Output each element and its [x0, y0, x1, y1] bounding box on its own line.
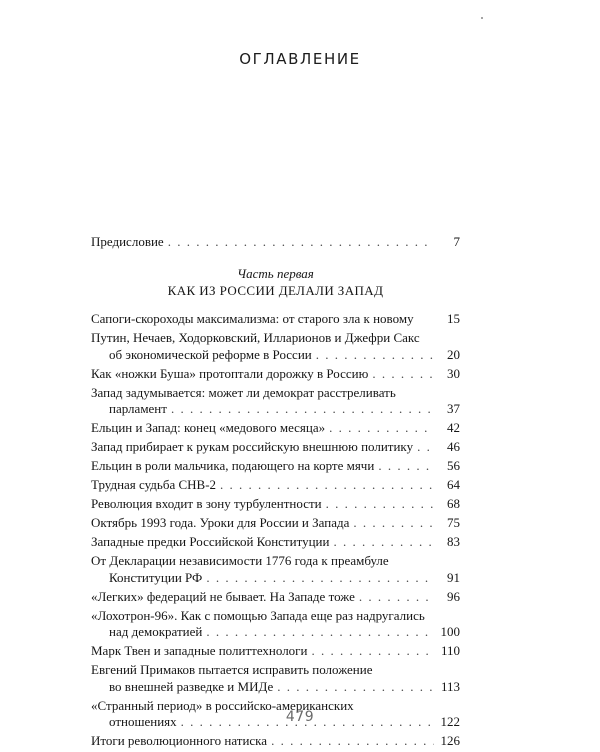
toc-entry: [91, 608, 460, 641]
toc-entry-page: 83: [447, 534, 460, 549]
toc-entry-title: Западные предки Российской Конституции: [91, 534, 330, 549]
toc-entry-page: 96: [447, 588, 460, 604]
toc-entry: [91, 234, 460, 251]
part-heading: [91, 266, 460, 299]
toc-entry-page: 126: [440, 733, 460, 748]
part-title: КАК ИЗ РОССИИ ДЕЛАЛИ ЗАПАД: [167, 283, 384, 298]
dot-leader: [316, 347, 434, 364]
toc-entry: [91, 733, 460, 750]
dot-leader: [359, 589, 434, 606]
toc-entry: [91, 496, 460, 513]
toc-entry-title: Трудная судьба СНВ-2: [91, 477, 217, 492]
toc-entry-page: 68: [447, 496, 460, 511]
toc-entry-title: Предисловие: [91, 234, 164, 249]
toc-entry-page: 20: [447, 346, 460, 362]
toc-entry: [91, 439, 460, 456]
page-title: ОГЛАВЛЕНИЕ: [239, 50, 361, 69]
toc-entry-title-continued: об экономической реформе в России: [109, 346, 312, 362]
toc-entry-title: Ельцин и Запад: конец «медового месяца»: [91, 420, 326, 435]
dot-leader: [168, 234, 434, 251]
toc-entry-title: От Декларации независимости 1776 года к преамбуле: [91, 553, 389, 568]
dot-leader: [372, 366, 434, 383]
part-label: Часть первая: [237, 266, 314, 281]
dot-leader: [277, 679, 434, 696]
toc-entry: [91, 553, 460, 586]
toc-entry-page: 30: [447, 365, 460, 381]
toc-entry: [91, 311, 460, 328]
toc-entry-title: Революция входит в зону турбулентности: [91, 496, 322, 511]
toc-entry: [91, 366, 460, 383]
toc-entry-title-continued: над демократией: [109, 624, 203, 639]
toc-entry-page: 64: [447, 477, 460, 492]
toc-entry-title: Итоги революционного натиска: [91, 733, 268, 748]
toc-entry: [91, 589, 460, 606]
dot-leader: [206, 624, 434, 641]
toc-list: [91, 311, 460, 752]
toc-entry-title-continued: Конституции РФ: [109, 569, 203, 585]
toc-entry-title: Путин, Нечаев, Ходорковский, Илларионов и Джефри Сакс: [91, 330, 420, 345]
dot-leader: [353, 515, 434, 532]
dot-leader: [220, 477, 434, 494]
print-speck: [481, 17, 483, 19]
dot-leader: [311, 643, 434, 660]
toc-entry-title: «Лохотрон-96». Как с помощью Запада еще раз надругались: [91, 607, 425, 623]
toc-entry-title: «Странный период» в российско-американских: [91, 697, 354, 713]
toc-entry-page: 113: [440, 678, 460, 694]
toc-entry: [91, 662, 460, 695]
dot-leader: [333, 534, 434, 551]
toc-entry: [91, 534, 460, 551]
toc-entry-title: Запад задумывается: может ли демократ расстреливать: [91, 384, 396, 400]
dot-leader: [206, 570, 434, 587]
toc-entry-page: 15: [447, 311, 460, 326]
dot-leader: [171, 401, 434, 418]
preface-entry: [91, 234, 460, 253]
dot-leader: [326, 496, 434, 513]
toc-entry: [91, 458, 460, 475]
toc-entry-page: 75: [447, 515, 460, 530]
toc-entry-title-continued: отношениях: [109, 714, 177, 729]
toc-entry: [91, 420, 460, 437]
toc-entry-page: 56: [447, 458, 460, 473]
toc-entry-title: Сапоги-скороходы максимализма: от старого зла к новому: [91, 311, 414, 326]
toc-entry: [91, 330, 460, 363]
toc-entry-title: Марк Твен и западные политтехнологи: [91, 643, 308, 658]
toc-entry-title: Как «ножки Буша» протоптали дорожку в Россию: [91, 365, 369, 381]
dot-leader: [271, 733, 434, 750]
toc-entry-page: 42: [447, 420, 460, 435]
dot-leader: [329, 420, 434, 437]
toc-entry-page: 110: [440, 643, 460, 658]
toc-entry-title: Евгений Примаков пытается исправить положение: [91, 662, 373, 677]
toc-entry-title: Запад прибирает к рукам российскую внешнюю политику: [91, 439, 414, 454]
toc-entry-title: Ельцин в роли мальчика, подающего на корте мячи: [91, 458, 375, 473]
toc-entry-page: 91: [447, 569, 460, 585]
toc-entry-page: 46: [447, 439, 460, 454]
toc-entry-title-continued: парламент: [109, 401, 167, 416]
toc-entry-title-continued: во внешней разведке и МИДе: [109, 678, 274, 694]
toc-entry-page: 122: [440, 714, 460, 729]
page-number: 479: [285, 709, 315, 725]
toc-entry-page: 7: [453, 234, 460, 249]
toc-entry-title: Октябрь 1993 года. Уроки для России и Запада: [91, 515, 350, 530]
dot-leader: [378, 458, 434, 475]
toc-entry-page: 37: [447, 401, 460, 416]
toc-entry: [91, 477, 460, 494]
toc-entry: [91, 643, 460, 660]
dot-leader: [417, 439, 434, 456]
toc-entry: [91, 385, 460, 418]
toc-entry: [91, 515, 460, 532]
toc-entry-title: «Легких» федераций не бывает. На Западе тоже: [91, 588, 355, 604]
toc-entry-page: 100: [440, 624, 460, 639]
